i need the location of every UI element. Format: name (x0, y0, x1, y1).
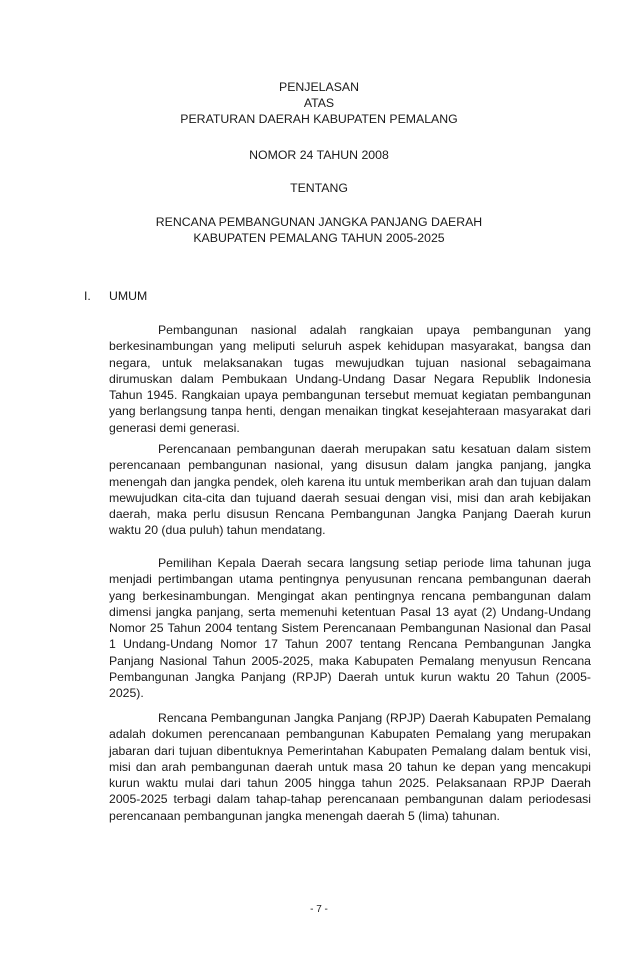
header-title: PENJELASAN (279, 80, 359, 94)
section-number: I. (84, 289, 91, 303)
header-number: NOMOR 24 TAHUN 2008 (249, 148, 389, 162)
paragraph-3: Pemilihan Kepala Daerah secara langsung setiap periode lima tahunan juga menjadi pertimbangan utama pentingnya penyusunan rencana pembangunan daerah yang berkesinambungan. Mengingat akan pentingnya rencana pembangunan dalam dimensi jangka panjang, serta memenuhi ketentuan Pasal 13 ayat (2) Undang-Undang Nomor 25 Tahun 2004 tentang Sistem Perencanaan Pembangunan Nasional dan Pasal 1 Undang-Undang Nomor 17 Tahun 2007 tentang Rencana Pembangunan Jangka Panjang Nasional Tahun 2005-2025, maka Kabupaten Pemalang menyusun Rencana Pembangunan Jangka Panjang (RPJP) Daerah untuk kurun waktu 20 Tahun (2005-2025). (109, 556, 591, 701)
paragraph-2: Perencanaan pembangunan daerah merupakan satu kesatuan dalam sistem perencanaan pembangunan nasional, yang disusun dalam jangka panjang, jangka menengah dan jangka pendek, oleh karena itu untuk memberikan arah dan tujuan dalam mewujudkan cita-cita dan tujuand daerah sesuai dengan visi, misi dan arah kebijakan daerah, maka perlu disusun Rencana Pembangunan Jangka Panjang Daerah kurun waktu 20 (dua puluh) tahun mendatang. (109, 442, 591, 538)
paragraph-4: Rencana Pembangunan Jangka Panjang (RPJP) Daerah Kabupaten Pemalang adalah dokumen perencanaan pembangunan Kabupaten Pemalang yang merupakan jabaran dari tujuan dibentuknya Pemerintahan Kabupaten Pemalang dalam bentuk visi, misi dan arah pembangunan daerah untuk masa 20 tahun ke depan yang mencakupi kurun waktu mulai dari tahun 2005 hingga tahun 2025. Pelaksanaan RPJP Daerah 2005-2025 terbagi dalam tahap-tahap perencanaan pembangunan dalam periodesasi perencanaan pembangunan jangka menengah daerah 5 (lima) tahunan. (109, 711, 591, 823)
header-topic-block (0, 214, 638, 246)
header-topic-line2: KABUPATEN PEMALANG TAHUN 2005-2025 (193, 231, 445, 245)
header-about-block (0, 180, 638, 196)
header-about: TENTANG (290, 181, 348, 195)
paragraph-1: Pembangunan nasional adalah rangkaian upaya pembangunan yang berkesinambungan yang meliputi seluruh aspek kehidupan masyarakat, bangsa dan negara, untuk melaksanakan tugas mewujudkan tujuan nasional sebagaimana dirumuskan dalam Pembukaan Undang-Undang Dasar Negara Republik Indonesia Tahun 1945. Rangkaian upaya pembangunan tersebut memuat kegiatan pembangunan yang berlangsung tanpa henti, dengan menaikan tingkat kesejahteraan masyarakat dari generasi demi generasi. (109, 323, 591, 435)
header-topic-line1: RENCANA PEMBANGUNAN JANGKA PANJANG DAERAH (155, 215, 483, 229)
header-number-block (0, 147, 638, 163)
page-number: - 7 - (310, 904, 328, 915)
header-regulation: PERATURAN DAERAH KABUPATEN PEMALANG (180, 112, 458, 126)
section-title: UMUM (109, 289, 148, 303)
document-header (0, 79, 638, 127)
header-subtitle: ATAS (303, 96, 335, 110)
